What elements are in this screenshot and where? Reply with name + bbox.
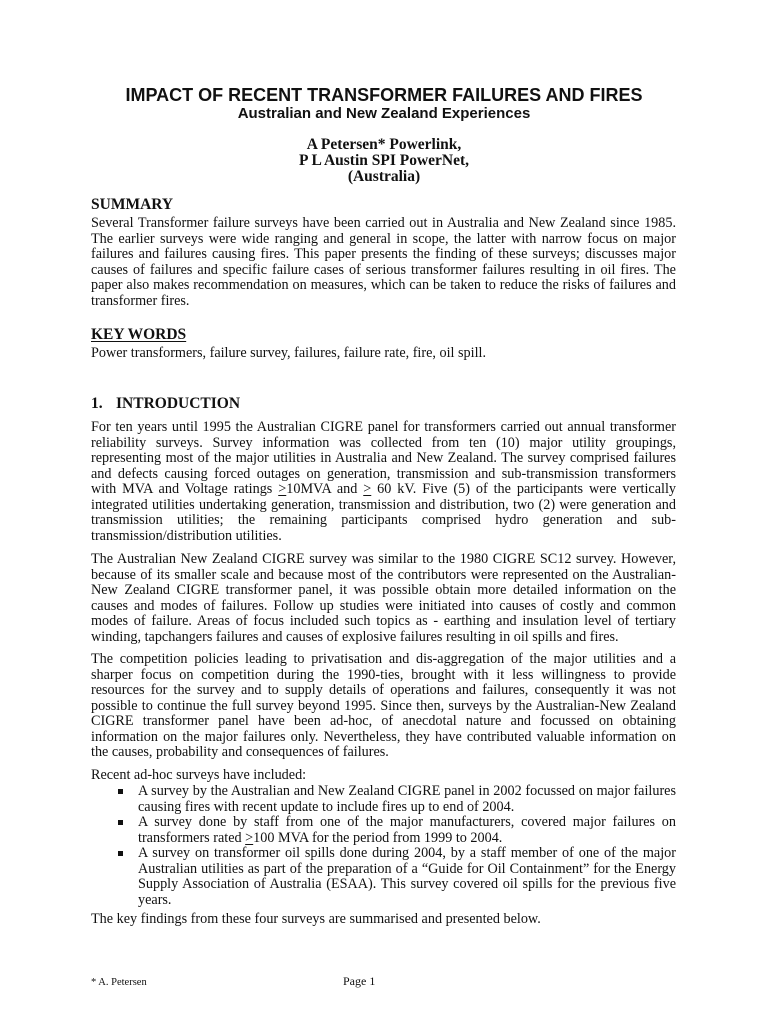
text-line <box>138 846 676 862</box>
line-text: The competition policies leading to privatisation and dis-aggregation of the major utilities and a <box>91 651 676 667</box>
text-line <box>91 436 676 452</box>
greater-equal-sign: > <box>245 829 254 846</box>
text-line <box>91 482 676 498</box>
text-line <box>91 614 676 630</box>
summary-paragraph <box>91 216 676 309</box>
page-number: Page 1 <box>343 974 376 988</box>
text-line <box>138 893 676 909</box>
intro-paragraph-3 <box>91 652 676 761</box>
survey-bullet-list <box>91 784 676 908</box>
line-text: failures and failures causing fires. This paper presents the finding of these surveys; discusses major <box>91 246 676 262</box>
line-text: transformer fires. <box>91 292 190 309</box>
list-item-text <box>138 846 676 908</box>
list-item <box>138 846 676 908</box>
line-text: The Australian New Zealand CIGRE survey was similar to the 1980 CIGRE SC12 survey. However, <box>91 551 676 567</box>
text-line <box>138 831 676 847</box>
author-block <box>0 137 768 185</box>
text-line <box>138 877 676 893</box>
text-line <box>91 263 676 279</box>
list-item-text <box>138 784 676 815</box>
line-text: years. <box>138 891 172 908</box>
line-text: transmission/distribution utilities. <box>91 527 282 544</box>
list-item <box>138 784 676 815</box>
list-item-text <box>138 815 676 846</box>
line-text: causing fires with recent update to include fires up to end of 2004. <box>138 798 515 815</box>
line-text: resources for the survey and to supply details of operations and failures, consequently it was not <box>91 682 676 698</box>
line-text: paper also makes recommendation on measures, which can be taken to reduce the risks of failures and <box>91 277 676 293</box>
author-line: P L Austin SPI PowerNet, <box>298 152 470 169</box>
line-text: New Zealand CIGRE transformer panel, it was possible obtain more detailed information on the <box>91 582 676 598</box>
line-text: A survey by the Australian and New Zealand CIGRE panel in 2002 focussed on major failures <box>138 783 676 799</box>
square-bullet-icon <box>118 820 123 825</box>
text-line <box>91 668 676 684</box>
line-text: and defects causing forced outages on generation, transmission and sub-transmission transformers <box>91 465 676 482</box>
text-line <box>91 498 676 514</box>
line-text: Several Transformer failure surveys have been carried out in Australia and New Zealand since 1985. <box>91 215 676 231</box>
list-intro-text: Recent ad-hoc surveys have included: <box>91 767 307 783</box>
text-line <box>91 683 676 699</box>
line-text: with MVA and Voltage ratings >10MVA and > 60 kV. Five (5) of the participants were vertically <box>91 481 676 497</box>
line-text: winding, tapchangers failures and causes of explosive failures resulting in oil spills and fires. <box>91 628 619 645</box>
list-item <box>138 815 676 846</box>
text-line <box>91 294 676 310</box>
text-line <box>91 278 676 294</box>
paper-title: IMPACT OF RECENT TRANSFORMER FAILURES AND FIRES <box>125 85 643 105</box>
greater-equal-sign: > <box>363 481 372 497</box>
square-bullet-icon <box>118 789 123 794</box>
text-line <box>91 247 676 263</box>
author-line: A Petersen* Powerlink, <box>306 136 462 153</box>
intro-paragraph-2 <box>91 552 676 645</box>
text-line <box>138 784 676 800</box>
text-line <box>91 513 676 529</box>
author-affiliation-country: (Australia) <box>347 168 421 185</box>
line-text: A survey done by staff from one of the major manufacturers, covered major failures on <box>138 814 676 830</box>
text-line <box>91 730 676 746</box>
line-text: transmission utilities; the remaining participants comprised hydro generation and sub- <box>91 512 676 528</box>
line-text: transformers rated >100 MVA for the period from 1999 to 2004. <box>138 829 503 846</box>
text-line <box>138 862 676 878</box>
line-text: Australian utilities as part of the preparation of a “Guide for Oil Containment” for the Energy <box>138 860 676 877</box>
line-text: Supply Association of Australia (ESAA). This survey covered oil spills for the previous five <box>138 876 676 892</box>
line-text: possible to continue the full survey beyond 1995. Since then, surveys by the Australian-New Zealand <box>91 697 676 714</box>
text-line <box>91 583 676 599</box>
paper-subtitle: Australian and New Zealand Experiences <box>237 105 531 122</box>
greater-equal-sign: > <box>278 481 287 497</box>
line-text: For ten years until 1995 the Australian CIGRE panel for transformers carried out annual transformer <box>91 419 676 435</box>
text-line <box>91 745 676 761</box>
closing-sentence: The key findings from these four surveys are summarised and presented below. <box>91 911 541 927</box>
line-text: A survey on transformer oil spills done during 2004, by a staff member of one of the major <box>138 845 676 861</box>
line-text: causes and modes of failures. Follow up studies were initiated into causes of costly and common <box>91 597 676 614</box>
author-footnote: * A. Petersen <box>91 977 147 988</box>
keywords-heading: KEY WORDS <box>91 326 187 343</box>
line-text: the causes, probability and consequences of failures. <box>91 744 389 760</box>
text-line <box>91 714 676 730</box>
text-line <box>91 552 676 568</box>
line-text: causes of failures and specific failure cases of serious transformer failures resulting in oil fires. The <box>91 261 676 278</box>
keywords-text: Power transformers, failure survey, failures, failure rate, fire, oil spill. <box>91 345 487 361</box>
text-line <box>91 699 676 715</box>
section-title: INTRODUCTION <box>116 395 241 412</box>
text-line <box>91 652 676 668</box>
text-line <box>91 568 676 584</box>
line-text: information on the major failures only. Nevertheless, they have contributed valuable information on <box>91 728 676 745</box>
text-line <box>91 232 676 248</box>
line-text: CIGRE transformer panel have been ad-hoc, of anecdotal nature and focussed on obtaining <box>91 713 676 729</box>
line-text: modes of failure. Areas of focus included such topics as - earthing and insulation level of tertiary <box>91 613 676 629</box>
text-line <box>91 599 676 615</box>
text-line <box>91 420 676 436</box>
line-text: reliability surveys. Survey information was collected from ten (10) major utility groupings, <box>91 434 676 451</box>
text-line <box>91 216 676 232</box>
text-line <box>91 630 676 646</box>
text-line <box>91 451 676 467</box>
intro-paragraph-1 <box>91 420 676 544</box>
line-text: because of its smaller scale and because most of the contributors were represented on the Australian- <box>91 566 676 583</box>
text-line <box>91 529 676 545</box>
summary-heading: SUMMARY <box>91 196 174 213</box>
text-line <box>91 467 676 483</box>
line-text: integrated utilities undertaking generation, transmission and distribution, two (2) were generation and <box>91 496 676 513</box>
square-bullet-icon <box>118 851 123 856</box>
line-text: sharper focus on competition during the 1990-ties, brought with it less willingness to provide <box>91 666 676 683</box>
line-text: representing most of the major utilities in Australia and New Zealand. The survey comprised failures <box>91 450 676 466</box>
line-text: The earlier surveys were wide ranging and general in scope, the latter with narrow focus on major <box>91 230 676 247</box>
text-line <box>138 800 676 816</box>
section-number: 1. <box>91 395 103 412</box>
text-line <box>138 815 676 831</box>
